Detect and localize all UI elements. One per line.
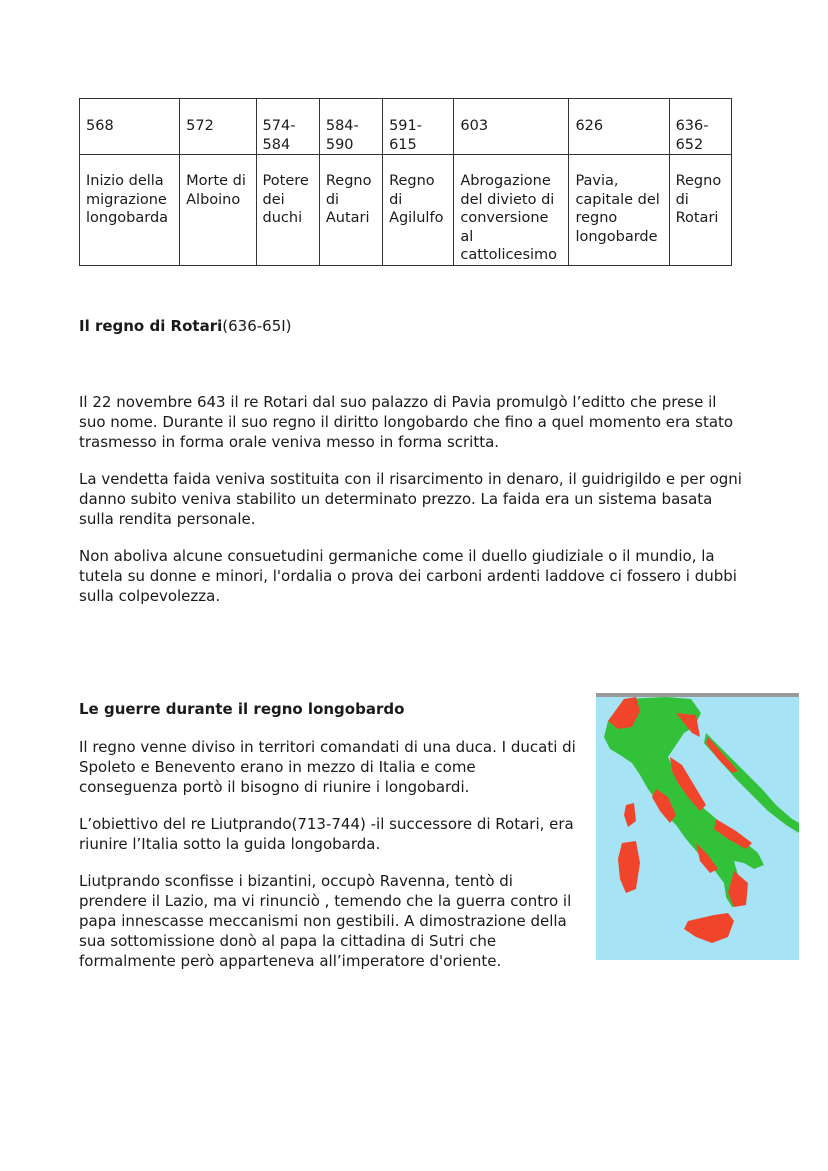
section-heading-rotari: [79, 317, 292, 335]
event-cell: Potere dei duchi: [256, 155, 319, 266]
italy-map-svg: [596, 693, 799, 960]
paragraph: La vendetta faida veniva sostituita con il risarcimento in denaro, il guidrigildo e per ogni danno subito veniva stabilito un determinato prezzo. La faida era un sistema basata sulla rendita personale.: [79, 470, 742, 528]
year-cell: 584- 590: [319, 99, 382, 155]
year-cell: 626: [569, 99, 669, 155]
heading-years: (636-65I): [222, 317, 292, 335]
paragraph: Il 22 novembre 643 il re Rotari dal suo palazzo di Pavia promulgò l’editto che prese il suo nome. Durante il suo regno il diritto longobardo che fino a quel momento era stato trasmesso in forma orale veniva messo in forma scritta.: [79, 393, 734, 451]
event-cell: Regno di Agilulfo: [383, 155, 454, 266]
paragraph: Non aboliva alcune consuetudini germaniche come il duello giudiziale o il mundio, la tutela su donne e minori, l'ordalia o prova dei carboni ardenti laddove ci fossero i dubbi sulla colpevolezza.: [79, 547, 737, 605]
event-cell: Inizio della migrazione longobarda: [80, 155, 180, 266]
paragraph: Liutprando sconfisse i bizantini, occupò Ravenna, tentò di prendere il Lazio, ma vi rinunciò , temendo che la guerra contro il papa innescasse meccanismi non gestibili. A dimostrazione della sua sottomissione donò al papa la cittadina di Sutri che formalmente però apparteneva all’imperatore d'oriente.: [79, 872, 572, 970]
event-cell: Pavia, capitale del regno longobarde: [569, 155, 669, 266]
year-cell: 574- 584: [256, 99, 319, 155]
year-cell: 568: [80, 99, 180, 155]
year-cell: 603: [454, 99, 569, 155]
year-cell: 591- 615: [383, 99, 454, 155]
year-cell: 572: [180, 99, 256, 155]
timeline-years-row: [80, 99, 732, 155]
timeline-events-row: [80, 155, 732, 266]
paragraph: L’obiettivo del re Liutprando(713-744) -il successore di Rotari, era riunire l’Italia sotto la guida longobarda.: [79, 815, 574, 853]
paragraph: Il regno venne diviso in territori comandati di una duca. I ducati di Spoleto e Benevento erano in mezzo di Italia e come conseguenza portò il bisogno di riunire i longobardi.: [79, 738, 576, 796]
event-cell: Regno di Autari: [319, 155, 382, 266]
timeline-table: [79, 98, 732, 266]
heading-title: Il regno di Rotari: [79, 317, 223, 335]
section-heading-guerre: Le guerre durante il regno longobardo: [79, 700, 405, 718]
italy-map-image: [596, 693, 799, 960]
event-cell: Regno di Rotari: [669, 155, 731, 266]
year-cell: 636- 652: [669, 99, 731, 155]
event-cell: Morte di Alboino: [180, 155, 256, 266]
event-cell: Abrogazione del divieto di conversione al cattolicesimo: [454, 155, 569, 266]
